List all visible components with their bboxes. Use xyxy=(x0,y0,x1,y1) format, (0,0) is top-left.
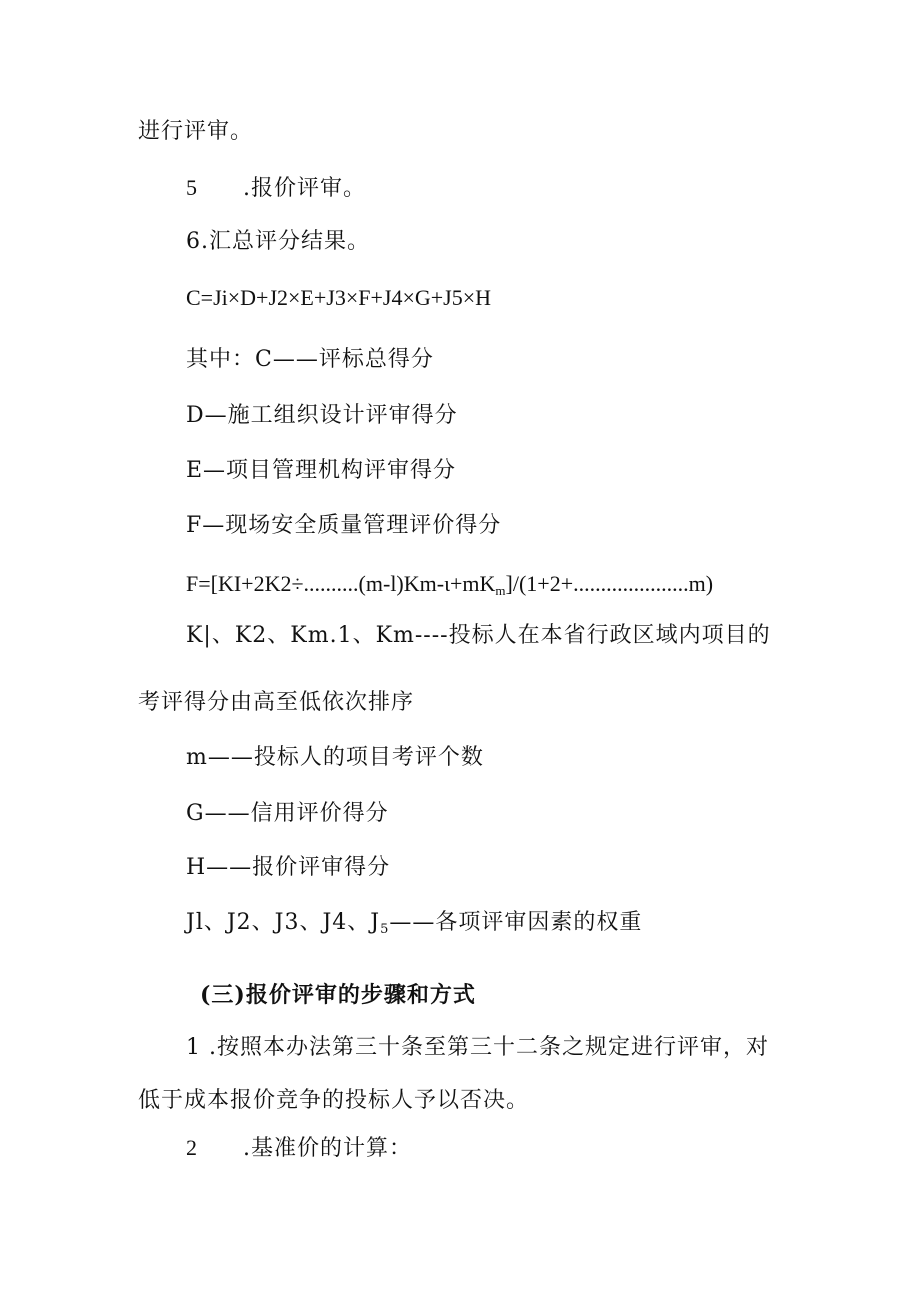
list-text-quote-review: .报价评审。 xyxy=(243,176,366,201)
section-heading: (三)报价评审的步骤和方式 xyxy=(200,982,476,1008)
weights-part-b: ——各项评审因素的权重 xyxy=(389,910,643,935)
text-line-19 xyxy=(186,1133,412,1164)
text-line-10: K|、K2、Km.1、Km----投标人在本省行政区域内项目的 xyxy=(186,623,771,648)
formula-f-subscript: m xyxy=(495,583,506,598)
formula-f-part-b: ]/(1+2+.....................m) xyxy=(505,571,714,596)
list-number-5: 5 xyxy=(186,175,197,200)
text-line-18: 低于成本报价竞争的投标人予以否决。 xyxy=(138,1088,530,1113)
weights-subscript: 5 xyxy=(380,922,390,937)
text-line-6: D—施工组织设计评审得分 xyxy=(186,403,458,428)
text-line-1: 进行评审。 xyxy=(138,119,254,144)
text-line-15 xyxy=(186,908,642,938)
formula-f xyxy=(186,569,713,599)
text-line-2 xyxy=(186,173,366,204)
text-line-17: 1 .按照本办法第三十条至第三十二条之规定进行评审，对 xyxy=(186,1035,769,1060)
text-line-14: H——报价评审得分 xyxy=(186,855,391,880)
list-number-2: 2 xyxy=(186,1135,197,1160)
text-line-8: F—现场安全质量管理评价得分 xyxy=(186,513,502,538)
text-line-7: E—项目管理机构评审得分 xyxy=(186,458,457,483)
text-line-13: G——信用评价得分 xyxy=(186,801,389,826)
weights-part-a: Jl、J2、J3、J4、J xyxy=(186,910,381,935)
text-line-11: 考评得分由高至低依次排序 xyxy=(138,690,415,715)
formula-f-part-a: F=[KI+2K2÷..........(m-l)Km-ι+mK xyxy=(186,571,496,596)
text-line-5: 其中：C——评标总得分 xyxy=(186,347,434,372)
text-line-3: 6.汇总评分结果。 xyxy=(186,229,370,254)
list-text-base-price: .基准价的计算： xyxy=(243,1136,412,1161)
formula-c: C=Ji×D+J2×E+J3×F+J4×G+J5×H xyxy=(186,285,492,310)
text-line-12: m——投标人的项目考评个数 xyxy=(186,745,484,770)
